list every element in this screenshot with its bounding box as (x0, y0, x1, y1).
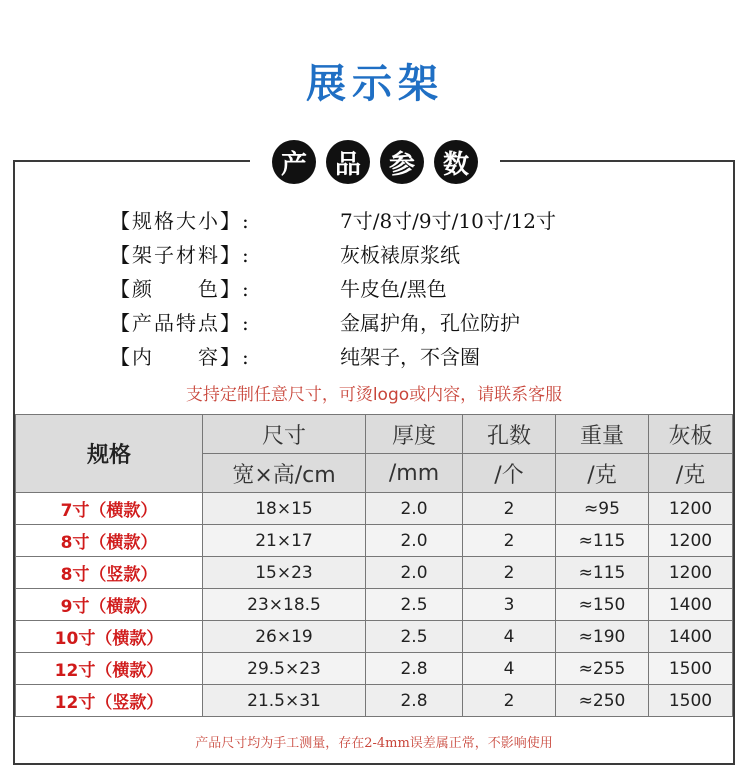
header-thick-unit: /mm (366, 454, 463, 493)
row-size: 29.5×23 (203, 653, 366, 685)
row-name: 8寸（竖款） (16, 557, 203, 589)
heading-char: 产 (272, 140, 316, 184)
param-label: 【内 容】: (110, 344, 251, 369)
param-value: 灰板裱原浆纸 (340, 242, 460, 267)
row-weight: ≈115 (556, 557, 649, 589)
param-row (110, 338, 670, 372)
row-thick: 2.5 (366, 589, 463, 621)
params-list (110, 202, 670, 372)
row-weight: ≈250 (556, 685, 649, 717)
param-row (110, 270, 670, 304)
row-thick: 2.0 (366, 557, 463, 589)
param-row (110, 202, 670, 236)
row-board: 1500 (649, 653, 733, 685)
row-holes: 2 (463, 493, 556, 525)
heading-char: 品 (326, 140, 370, 184)
header-holes: 孔数 (463, 415, 556, 454)
param-value: 金属护角，孔位防护 (340, 310, 520, 335)
heading-char: 参 (380, 140, 424, 184)
header-thick: 厚度 (366, 415, 463, 454)
table-row (16, 589, 733, 621)
section-heading (250, 140, 500, 184)
page-title: 展示架 (306, 61, 444, 107)
row-size: 21.5×31 (203, 685, 366, 717)
row-holes: 2 (463, 557, 556, 589)
param-row (110, 236, 670, 270)
table-header-row (16, 415, 733, 454)
row-name: 8寸（横款） (16, 525, 203, 557)
row-thick: 2.8 (366, 685, 463, 717)
row-size: 15×23 (203, 557, 366, 589)
header-size: 尺寸 (203, 415, 366, 454)
header-weight-unit: /克 (556, 454, 649, 493)
param-label: 【规格大小】: (110, 208, 251, 233)
row-weight: ≈115 (556, 525, 649, 557)
row-thick: 2.8 (366, 653, 463, 685)
table-row (16, 525, 733, 557)
header-holes-unit: /个 (463, 454, 556, 493)
footer-note: 产品尺寸均为手工测量，存在2-4mm误差属正常，不影响使用 (195, 736, 553, 751)
table-row (16, 493, 733, 525)
row-size: 26×19 (203, 621, 366, 653)
row-holes: 3 (463, 589, 556, 621)
row-board: 1500 (649, 685, 733, 717)
param-value: 牛皮色/黑色 (340, 276, 447, 301)
row-thick: 2.0 (366, 525, 463, 557)
custom-note: 支持定制任意尺寸，可烫logo或内容，请联系客服 (185, 385, 563, 405)
param-label: 【颜 色】: (110, 276, 251, 301)
header-weight: 重量 (556, 415, 649, 454)
param-label: 【产品特点】: (110, 310, 251, 335)
row-holes: 4 (463, 621, 556, 653)
row-name: 12寸（竖款） (16, 685, 203, 717)
row-weight: ≈150 (556, 589, 649, 621)
header-name: 规格 (16, 415, 203, 493)
header-size-unit: 宽×高/cm (203, 454, 366, 493)
row-board: 1400 (649, 589, 733, 621)
row-holes: 2 (463, 685, 556, 717)
spec-table (15, 414, 733, 717)
row-holes: 4 (463, 653, 556, 685)
param-row (110, 304, 670, 338)
row-board: 1400 (649, 621, 733, 653)
row-board: 1200 (649, 493, 733, 525)
param-value: 纯架子，不含圈 (340, 344, 480, 369)
table-row (16, 685, 733, 717)
row-weight: ≈255 (556, 653, 649, 685)
header-board: 灰板 (649, 415, 733, 454)
row-weight: ≈190 (556, 621, 649, 653)
row-board: 1200 (649, 525, 733, 557)
param-label: 【架子材料】: (110, 242, 251, 267)
row-size: 18×15 (203, 493, 366, 525)
row-size: 21×17 (203, 525, 366, 557)
row-name: 12寸（横款） (16, 653, 203, 685)
row-name: 10寸（横款） (16, 621, 203, 653)
row-name: 9寸（横款） (16, 589, 203, 621)
table-row (16, 621, 733, 653)
row-name: 7寸（横款） (16, 493, 203, 525)
header-board-unit: /克 (649, 454, 733, 493)
param-value: 7寸/8寸/9寸/10寸/12寸 (340, 208, 557, 233)
row-size: 23×18.5 (203, 589, 366, 621)
table-row (16, 653, 733, 685)
row-thick: 2.5 (366, 621, 463, 653)
heading-char: 数 (434, 140, 478, 184)
table-row (16, 557, 733, 589)
row-thick: 2.0 (366, 493, 463, 525)
row-weight: ≈95 (556, 493, 649, 525)
row-board: 1200 (649, 557, 733, 589)
row-holes: 2 (463, 525, 556, 557)
